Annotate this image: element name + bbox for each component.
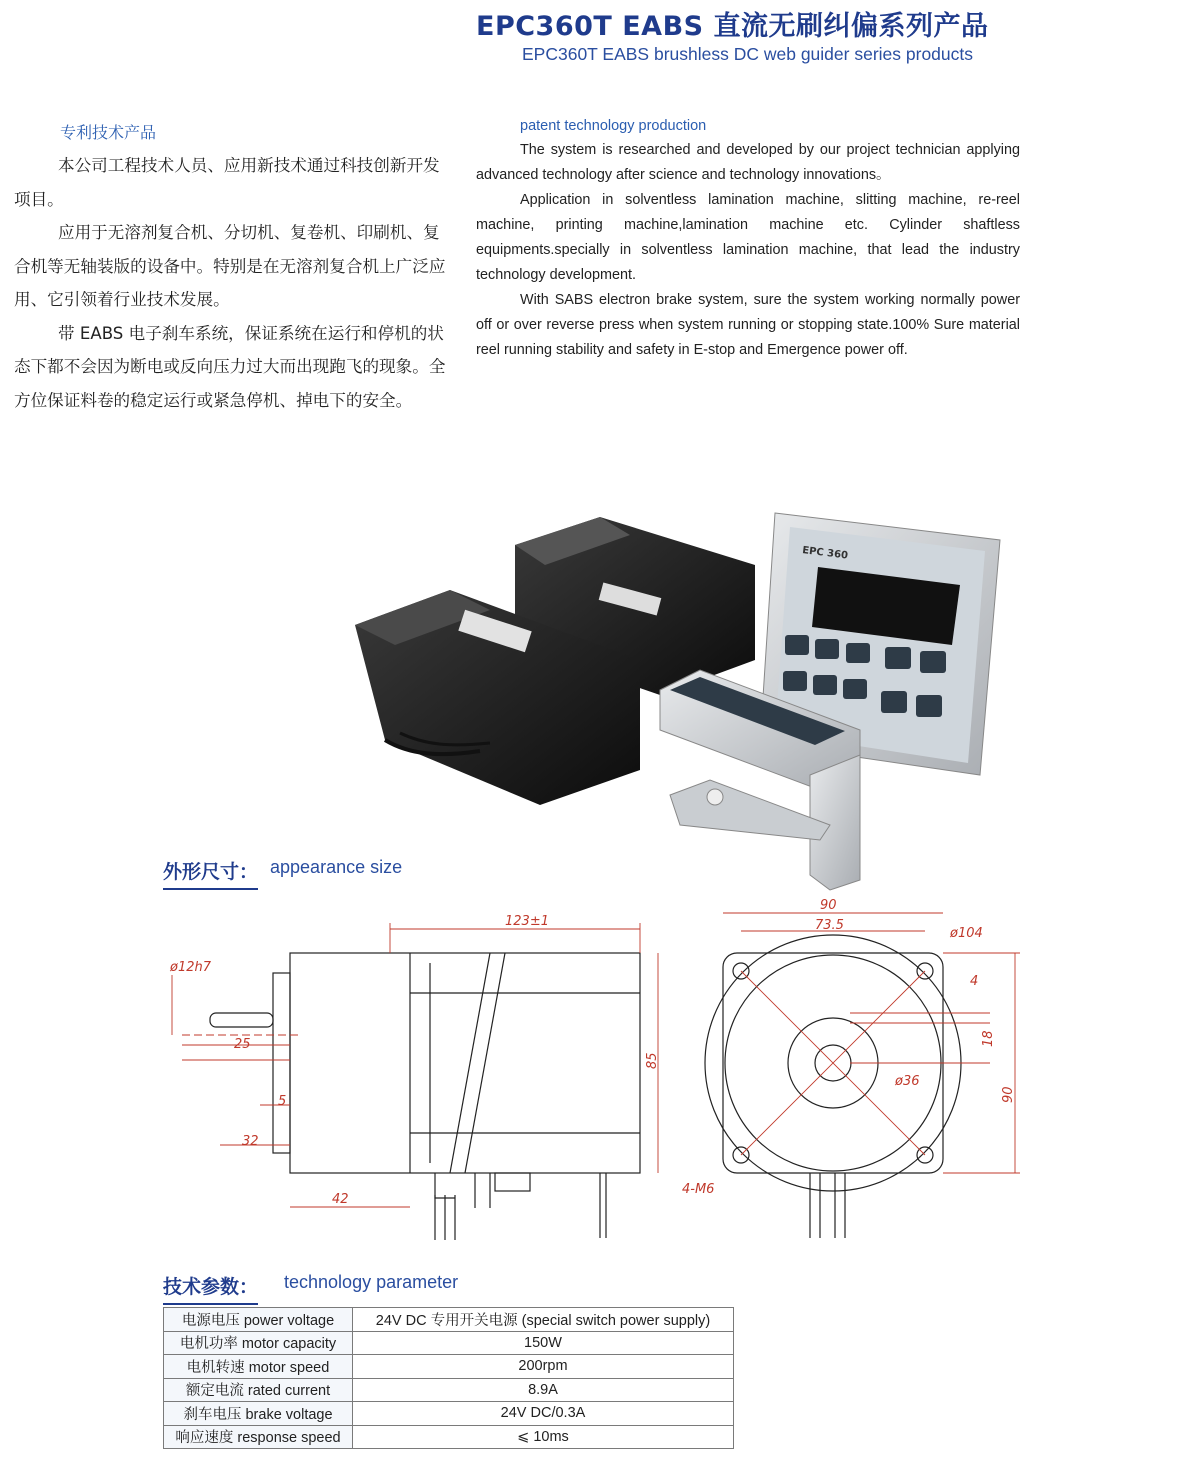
dim-5: 5 <box>278 1094 287 1109</box>
spec-key: 电机功率 motor capacity <box>164 1331 353 1355</box>
table-row <box>164 1425 734 1449</box>
intro-en-paragraph: Application in solventless lamination machine, slitting machine, re-reel machine, printing machine,lamination machine etc. Cylinder shaftless equipments.specially in solventless lamination machine, that lead the industry technology development. <box>476 192 1020 283</box>
spec-table <box>163 1307 734 1449</box>
dim-shaft: ø12h7 <box>170 960 212 975</box>
table-row <box>164 1308 734 1332</box>
spec-key: 额定电流 rated current <box>164 1378 353 1402</box>
intro-english <box>476 118 1020 363</box>
side-dimension-lines <box>172 923 658 1207</box>
spec-value: 24V DC/0.3A <box>353 1402 734 1426</box>
spec-key: 电源电压 power voltage <box>164 1308 353 1332</box>
spec-key: 响应速度 response speed <box>164 1425 353 1449</box>
params-heading-cn: 技术参数： <box>163 1272 258 1305</box>
dim-36: ø36 <box>895 1074 920 1089</box>
spec-value: 24V DC 专用开关电源 (special switch power supply) <box>353 1308 734 1332</box>
intro-cn-paragraph: 应用于无溶剂复合机、分切机、复卷机、印刷机、复合机等无轴装版的设备中。特别是在无溶剂复合机上广泛应用、它引领着行业技术发展。 <box>14 223 446 309</box>
dim-42: 42 <box>332 1192 349 1207</box>
front-dimension-lines <box>723 913 1020 1173</box>
dim-25: 25 <box>234 1037 251 1052</box>
appearance-heading <box>163 857 402 890</box>
dim-length: 123±1 <box>505 914 549 929</box>
intro-cn-paragraph: 带 EABS 电子刹车系统，保证系统在运行和停机的状态下都不会因为断电或反向压力过大而出现跑飞的现象。全方位保证料卷的稳定运行或紧急停机、掉电下的安全。 <box>14 323 446 410</box>
intro-cn-paragraph: 本公司工程技术人员、应用新技术通过科技创新开发项目。 <box>14 156 440 209</box>
intro-en-heading: patent technology production <box>520 118 707 134</box>
spec-value: 200rpm <box>353 1355 734 1379</box>
product-photo <box>340 495 1020 895</box>
intro-en-paragraph: The system is researched and developed by our project technician applying advanced technology after science and technology innovations。 <box>476 142 1020 183</box>
params-heading-en: technology parameter <box>284 1272 459 1292</box>
page-title: EPC360T EABS 直流无刷纠偏系列产品 <box>476 11 989 42</box>
intro-chinese <box>14 120 454 417</box>
spec-value: 150W <box>353 1331 734 1355</box>
dim-18: 18 <box>981 1030 996 1047</box>
dim-32: 32 <box>242 1134 259 1149</box>
appearance-heading-cn: 外形尺寸： <box>163 857 258 890</box>
spec-value: ⩽ 10ms <box>353 1425 734 1449</box>
page-subtitle: EPC360T EABS brushless DC web guider series products <box>522 44 974 64</box>
dim-4: 4 <box>970 974 979 989</box>
dim-width-90: 90 <box>820 898 837 913</box>
spec-key: 电机转速 motor speed <box>164 1355 353 1379</box>
intro-cn-heading: 专利技术产品 <box>60 123 157 142</box>
side-view <box>210 953 640 1240</box>
table-row <box>164 1378 734 1402</box>
appearance-heading-en: appearance size <box>270 857 403 877</box>
dim-height-90: 90 <box>1001 1086 1016 1103</box>
params-heading <box>163 1272 458 1305</box>
spec-value: 8.9A <box>353 1378 734 1402</box>
spec-key: 刹车电压 brake voltage <box>164 1402 353 1426</box>
dimension-drawing <box>160 895 1040 1260</box>
controller-label: EPC 360 <box>801 545 849 562</box>
table-row <box>164 1355 734 1379</box>
front-view <box>705 935 961 1238</box>
intro-en-paragraph: With SABS electron brake system, sure the system working normally power off or over reverse press when system running or stopping state.100% Sure material reel running stability and safety in E-stop and Emergence power off. <box>476 292 1020 358</box>
dim-width-73: 73.5 <box>815 918 844 933</box>
table-row <box>164 1402 734 1426</box>
dim-85: 85 <box>645 1052 660 1069</box>
table-row <box>164 1331 734 1355</box>
dim-104: ø104 <box>950 926 983 941</box>
dim-holes: 4-M6 <box>682 1182 715 1197</box>
